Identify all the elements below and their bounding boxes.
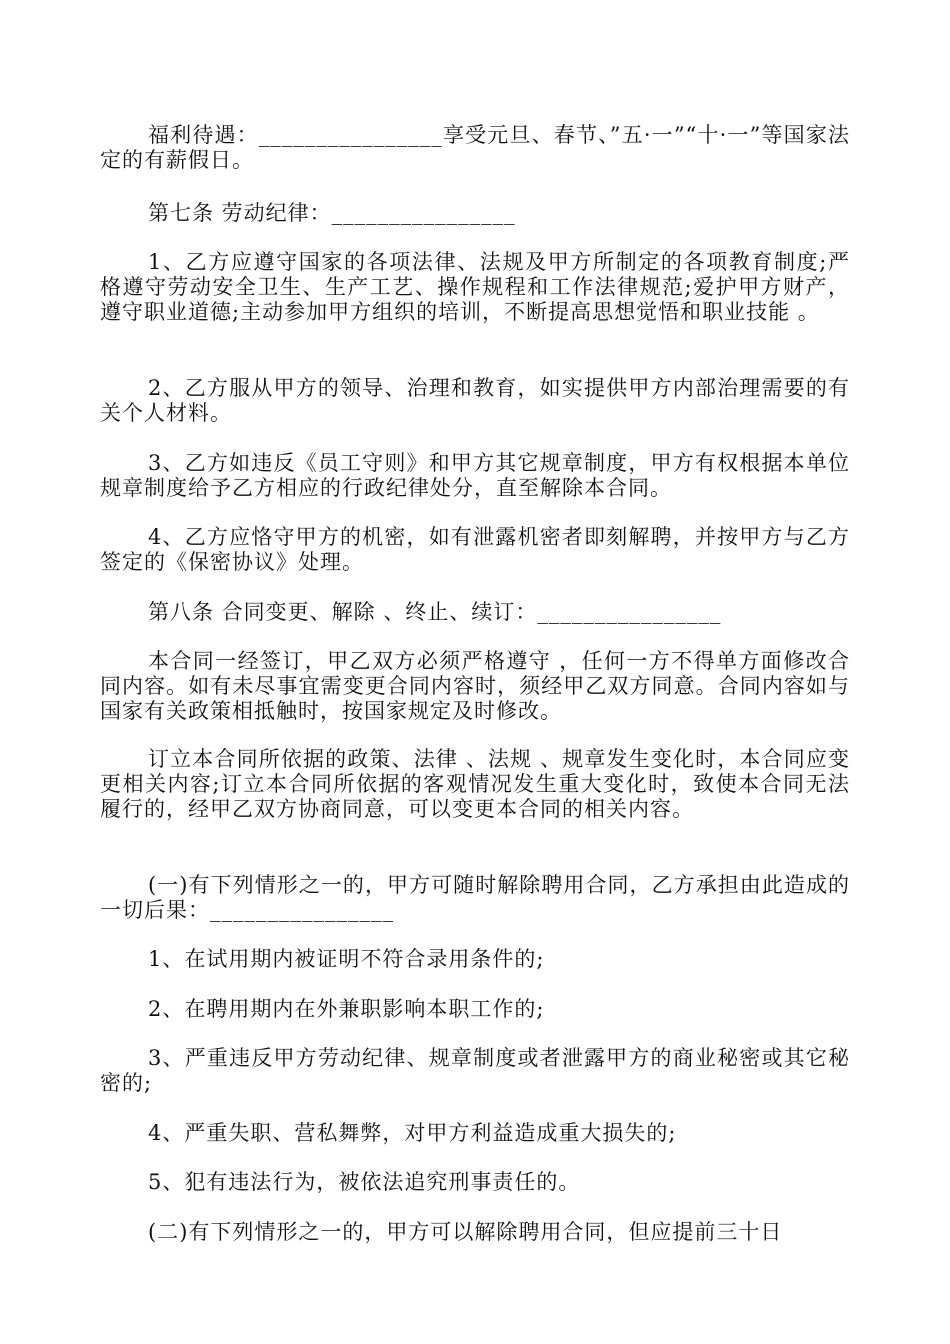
paragraph-termination-2: (二)有下列情形之一的，甲方可以解除聘用合同，但应提前三十日 bbox=[148, 1220, 783, 1244]
paragraph-case-1: 1、在试用期内被证明不符合录用条件的; bbox=[148, 947, 545, 971]
paragraph-discipline-4: 4、乙方应恪守甲方的机密，如有泄露机密者即刻解聘，并按甲方与乙方签定的《保密协议》处理。 bbox=[100, 525, 850, 574]
paragraph-discipline-3: 3、乙方如违反《员工守则》和甲方其它规章制度，甲方有权根据本单位规章制度给予乙方相应的行政纪律处分，直至解除本合同。 bbox=[100, 451, 850, 500]
paragraph-contract-change: 订立本合同所依据的政策、法律 、法规 、规章发生变化时，本合同应变更相关内容;订立本合同所依据的客观情况发生重大变化时，致使本合同无法履行的，经甲乙双方协商同意，可以变更本合同的相关内容。 bbox=[100, 747, 850, 821]
paragraph-discipline-1: 1、乙方应遵守国家的各项法律、法规及甲方所制定的各项教育制度;严格遵守劳动安全卫生、生产工艺、操作规程和工作法律规范;爱护甲方财产，遵守职业道德;主动参加甲方组织的培训，不断提高思想觉悟和职业技能 。 bbox=[100, 250, 850, 324]
paragraph-case-4: 4、严重失职、营私舞弊，对甲方利益造成重大损失的; bbox=[148, 1121, 677, 1145]
paragraph-termination-1: (一)有下列情形之一的，甲方可随时解除聘用合同，乙方承担由此造成的一切后果：________________ bbox=[100, 873, 850, 922]
paragraph-case-3: 3、严重违反甲方劳动纪律、规章制度或者泄露甲方的商业秘密或其它秘密的; bbox=[100, 1046, 850, 1095]
paragraph-welfare: 福利待遇：________________享受元旦、春节、”五·一”“十·一”等国家法定的有薪假日。 bbox=[100, 123, 850, 172]
paragraph-case-2: 2、在聘用期内在外兼职影响本职工作的; bbox=[148, 997, 545, 1021]
paragraph-article-7-title: 第七条 劳动纪律：________________ bbox=[148, 201, 516, 225]
paragraph-discipline-2: 2、乙方服从甲方的领导、治理和教育，如实提供甲方内部治理需要的有关个人材料。 bbox=[100, 376, 850, 425]
paragraph-case-5: 5、犯有违法行为，被依法追究刑事责任的。 bbox=[148, 1170, 581, 1194]
paragraph-article-8-title: 第八条 合同变更、解除 、终止、续订：________________ bbox=[148, 600, 722, 624]
paragraph-contract-binding: 本合同一经签订，甲乙双方必须严格遵守 ，任何一方不得单方面修改合同内容。如有未尽事宜需变更合同内容时，须经甲乙双方同意。合同内容如与国家有关政策相抵触时，按国家规定及时修改。 bbox=[100, 649, 850, 723]
